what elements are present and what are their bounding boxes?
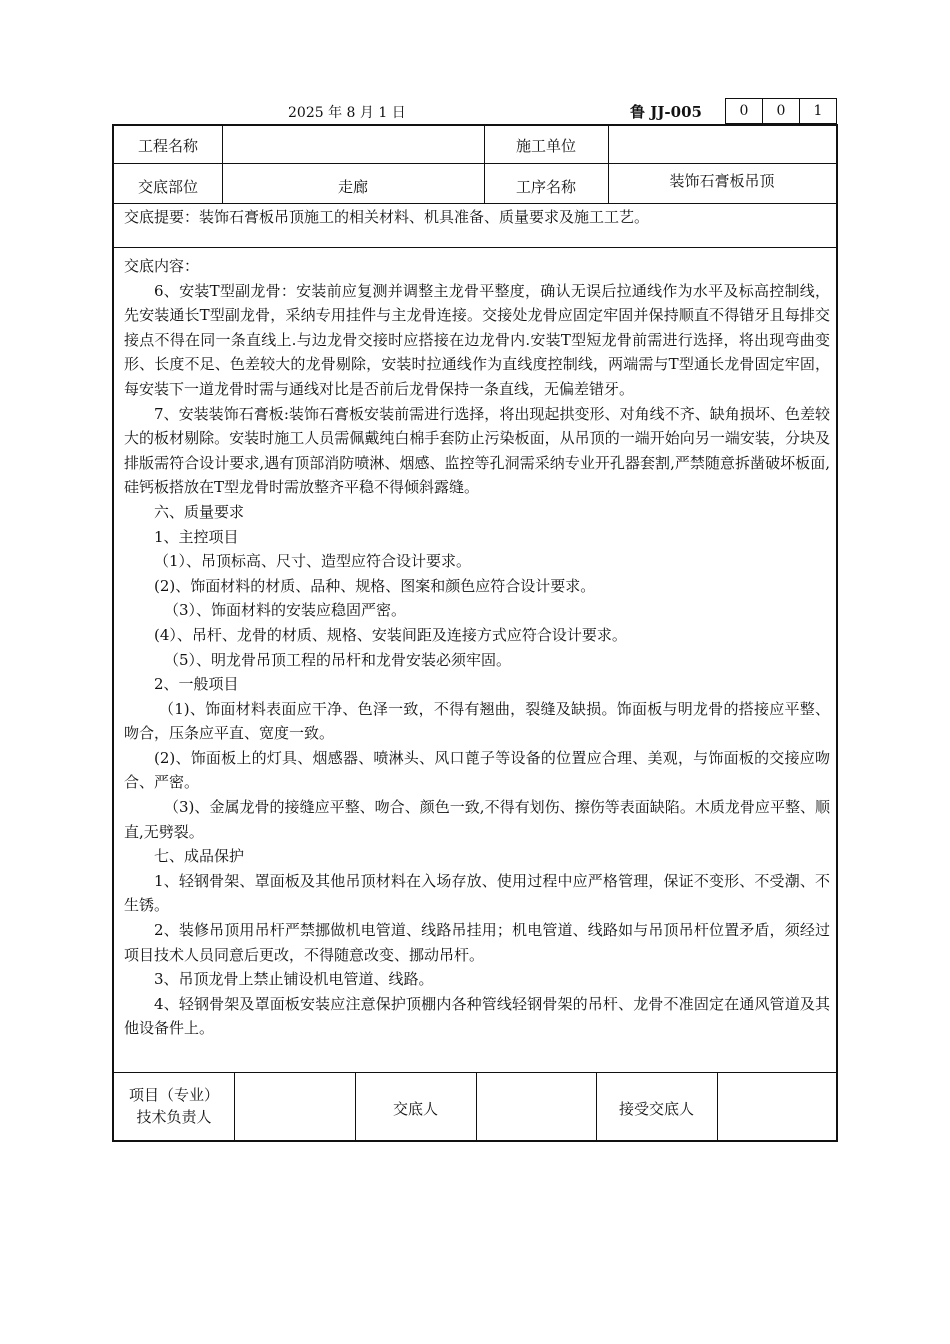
serial-digit-3: 1 — [799, 98, 837, 124]
col-divider — [476, 1072, 477, 1140]
content-paragraph: 1、轻钢骨架、罩面板及其他吊顶材料在入场存放、使用过程中应严格管理，保证不变形、不受潮、不生锈。 — [124, 871, 830, 915]
content-paragraph: 2、装修吊顶用吊杆严禁挪做机电管道、线路吊挂用；机电管道、线路如与吊顶吊杆位置矛盾，须经过项目技术人员同意后更改，不得随意改变、挪动吊杆。 — [124, 921, 830, 964]
disclosure-content — [124, 254, 830, 1041]
content-paragraph: 3、吊顶龙骨上禁止铺设机电管道、线路。 — [154, 970, 434, 989]
col-divider — [717, 1072, 718, 1140]
receiver-label: 接受交底人 — [618, 1100, 694, 1118]
process-label: 工序名称 — [515, 178, 576, 196]
serial-digit-1: 0 — [725, 98, 763, 124]
date: 2025 年 8 月 1 日 — [288, 105, 406, 121]
content-paragraph: 7、安装装饰石膏板:装饰石膏板安装前需进行选择，将出现起拱变形、对角线不齐、缺角损坏、色差较大的板材剔除。安装时施工人员需佩戴纯白棉手套防止污染板面，从吊顶的一端开始向另一端安装，分块及排版需符合设计要求,遇有顶部消防喷淋、烟感、监控等孔洞需采纳专业开孔器套割,严禁随意拆凿破坏板面,硅钙板搭放在T型龙骨时需放整齐平稳不得倾斜露缝。 — [124, 404, 830, 497]
content-paragraph: 4、轻钢骨架及罩面板安装应注意保护顶棚内各种管线轻钢骨架的吊杆、龙骨不准固定在通风管道及其他设备件上。 — [124, 994, 830, 1038]
content-paragraph: (2)、饰面板上的灯具、烟感器、喷淋头、风口蓖子等设备的位置应合理、美观，与饰面板的交接应吻合、严密。 — [124, 748, 830, 792]
content-paragraph: （1）、吊顶标高、尺寸、造型应符合设计要求。 — [154, 552, 472, 571]
row-divider — [114, 203, 836, 204]
col-divider — [234, 1072, 235, 1140]
tech-lead-label-line-1: 项目（专业） — [128, 1086, 219, 1104]
row-divider — [114, 1072, 836, 1073]
content-paragraph: （3)、金属龙骨的接缝应平整、吻合、颜色一致,不得有划伤、擦伤等表面缺陷。木质龙骨应平整、顺直,无劈裂。 — [124, 798, 830, 841]
content-paragraph: （3）、饰面材料的安装应稳固严密。 — [164, 601, 407, 620]
col-divider — [608, 126, 609, 203]
disclosure-summary: 交底提要：装饰石膏板吊顶施工的相关材料、机具准备、质量要求及施工工艺。 — [124, 208, 650, 226]
content-title: 交底内容： — [124, 257, 200, 275]
content-paragraph: 1、主控项目 — [154, 527, 239, 546]
location-label: 交底部位 — [137, 178, 198, 196]
content-paragraph: 6、安装T型副龙骨：安装前应复测并调整主龙骨平整度，确认无误后拉通线作为水平及标高控制线，先安装通长T型副龙骨，采纳专用挂件与主龙骨连接。交接处龙骨应固定牢固并保持顺直不得错牙且每排交接点不得在同一条直线上.与边龙骨交接时应搭接在边龙骨内.安装T型短龙骨前需进行选择，将出现弯曲变形、长度不足、色差较大的龙骨剔除，安装时拉通线作为直线度控制线，两端需与T型通长龙骨固定牢固，每安装下一道龙骨时需与通线对比是否前后龙骨保持一条直线，无偏差错牙。 — [124, 281, 830, 398]
tech-lead-label-line-2: 技术负责人 — [136, 1108, 212, 1126]
disclosure-table — [112, 124, 838, 1142]
section-heading: 七、成品保护 — [154, 847, 245, 866]
content-paragraph: (4）、吊杆、龙骨的材质、规格、安装间距及连接方式应符合设计要求。 — [154, 625, 627, 644]
discloser-label: 交底人 — [392, 1100, 438, 1118]
content-paragraph: (2)、饰面材料的材质、品种、规格、图案和颜色应符合设计要求。 — [154, 576, 596, 595]
document-code: 鲁 JJ-005 — [630, 103, 702, 121]
location-value: 走廊 — [337, 178, 368, 196]
content-paragraph: （5）、明龙骨吊顶工程的吊杆和龙骨安装必须牢固。 — [164, 650, 512, 669]
project-name-label: 工程名称 — [137, 137, 198, 155]
section-heading: 六、质量要求 — [154, 502, 245, 521]
process-value: 装饰石膏板吊顶 — [669, 172, 775, 190]
serial-digit-2: 0 — [762, 98, 800, 124]
content-paragraph: 2、一般项目 — [154, 675, 239, 694]
header-row — [112, 98, 838, 124]
constructor-label: 施工单位 — [515, 137, 576, 155]
tech-lead-label — [114, 1084, 234, 1128]
row-divider — [114, 247, 836, 248]
content-paragraph: （1)、饰面材料表面应干净、色泽一致，不得有翘曲，裂缝及缺损。饰面板与明龙骨的搭接应平整、吻合，压条应平直、宽度一致。 — [124, 699, 830, 743]
